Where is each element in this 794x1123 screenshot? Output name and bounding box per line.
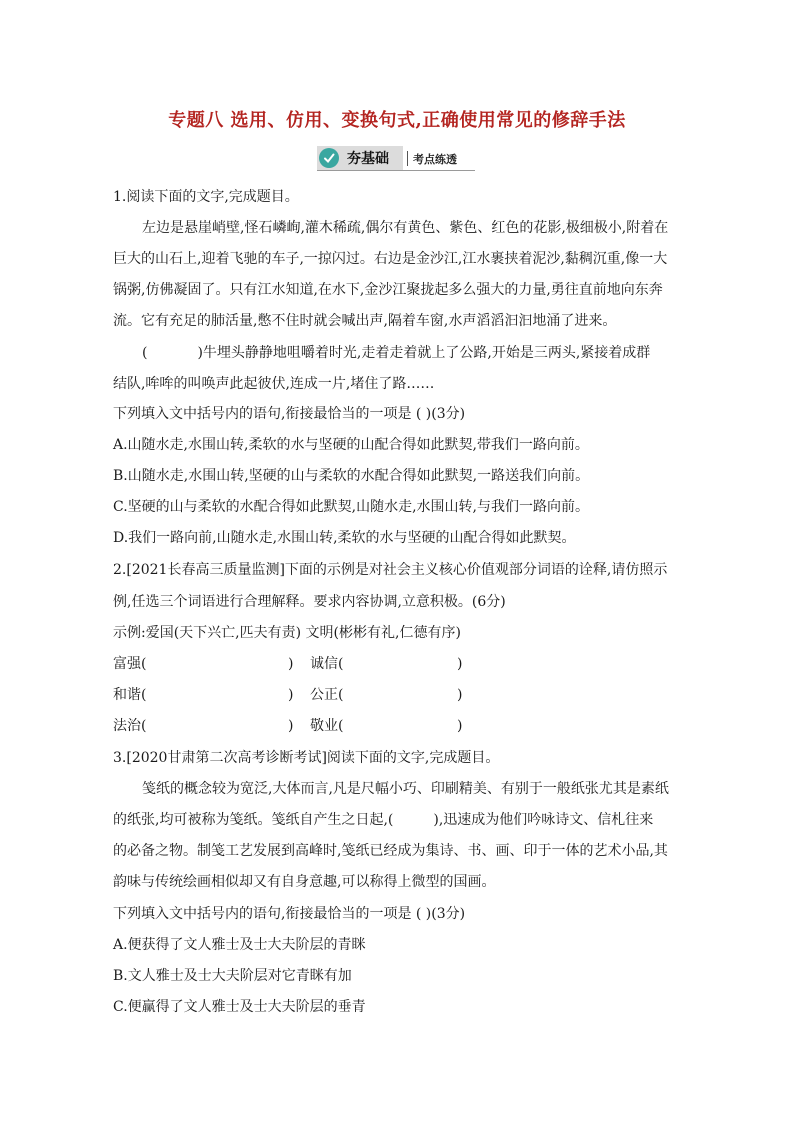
q2-word-left: 法治( [113, 718, 147, 734]
q3-passage-line: 笺纸的概念较为宽泛,大体而言,凡是尺幅小巧、印刷精美、有别于一般纸张尤其是素纸 [142, 781, 669, 797]
q3-passage-line: 的必备之物。制笺工艺发展到高峰时,笺纸已经成为集诗、书、画、印于一体的艺术小品,其 [113, 843, 668, 859]
q3-fill-text: ),迅速成为他们吟咏诗文、信札往来 [433, 812, 654, 828]
q1-passage-line: 结队,哞哞的叫唤声此起彼伏,连成一片,堵住了路…… [113, 376, 435, 392]
q2-word-right: 敬业( [310, 718, 344, 734]
q2-close-paren: ) [457, 656, 463, 672]
badge-main-label: 夯基础 [347, 151, 389, 167]
q1-fill-text: )牛埋头静静地咀嚼着时光,走着走着就上了公路,开始是三两头,紧接着成群 [197, 345, 651, 361]
q2-word-left: 和谐( [113, 687, 147, 703]
check-leaf-icon [319, 148, 339, 168]
q1-passage-line: 巨大的山石上,迎着飞驰的车子,一掠闪过。右边是金沙江,江水裹挟着泥沙,黏稠沉重,像一大 [113, 251, 668, 267]
q1-passage-line: 左边是悬崖峭壁,怪石嶙峋,灌木稀疏,偶尔有黄色、紫色、红色的花影,极细极小,附着在 [142, 220, 669, 236]
q2-word-left: 富强( [113, 656, 147, 672]
q2-word-right: 诚信( [310, 656, 344, 672]
q2-close-paren: ) [288, 687, 294, 703]
q1-open-paren: ( [142, 345, 148, 361]
q3-option-c[interactable]: C.便赢得了文人雅士及士大夫阶层的垂青 [113, 999, 366, 1015]
q2-close-paren: ) [457, 687, 463, 703]
q1-option-a[interactable]: A.山随水走,水围山转,柔软的水与坚硬的山配合得如此默契,带我们一路向前。 [113, 437, 589, 453]
q3-fill-text: 的纸张,均可被称为笺纸。笺纸自产生之日起,( [113, 812, 394, 828]
q3-stem: 3.[2020甘肃第二次高考诊断考试]阅读下面的文字,完成题目。 [113, 750, 500, 766]
q1-option-b[interactable]: B.山随水走,水围山转,坚硬的山与柔软的水配合得如此默契,一路送我们向前。 [113, 468, 590, 484]
q3-fill-line [113, 811, 653, 829]
badge-divider [407, 151, 408, 166]
q1-option-c[interactable]: C.坚硬的山与柔软的水配合得如此默契,山随水走,水围山转,与我们一路向前。 [113, 499, 590, 515]
page-title: 专题八 选用、仿用、变换句式,正确使用常见的修辞手法 [168, 110, 626, 131]
q3-option-b[interactable]: B.文人雅士及士大夫阶层对它青眯有加 [113, 968, 352, 984]
q1-question: 下列填入文中括号内的语句,衔接最恰当的一项是 ( )(3分) [113, 406, 466, 422]
q2-stem-cont: 例,任选三个词语进行合理解释。要求内容协调,立意积极。(6分) [113, 594, 506, 610]
section-badge [317, 146, 475, 171]
q3-question: 下列填入文中括号内的语句,衔接最恰当的一项是 ( )(3分) [113, 906, 466, 922]
q2-close-paren: ) [457, 718, 463, 734]
q1-passage-line: 锅粥,仿佛凝固了。只有江水知道,在水下,金沙江聚拢起多么强大的力量,勇往直前地向东奔 [113, 282, 663, 298]
q2-close-paren: ) [288, 656, 294, 672]
q2-word-right: 公正( [310, 687, 344, 703]
q1-stem: 1.阅读下面的文字,完成题目。 [113, 189, 299, 205]
q1-option-d[interactable]: D.我们一路向前,山随水走,水围山转,柔软的水与坚硬的山配合得如此默契。 [113, 530, 576, 546]
q2-close-paren: ) [288, 718, 294, 734]
q2-example: 示例:爱国(天下兴亡,匹夫有责) 文明(彬彬有礼,仁德有序) [113, 625, 461, 641]
q1-passage-line: 流。它有充足的肺活量,憋不住时就会喊出声,隔着车窗,水声滔滔汩汩地涌了进来。 [113, 313, 617, 329]
q3-passage-line: 韵味与传统绘画相似却又有自身意趣,可以称得上微型的国画。 [113, 874, 496, 890]
q1-fill-line [142, 344, 650, 362]
q2-stem: 2.[2021长春高三质量监测]下面的示例是对社会主义核心价值观部分词语的诠释,请仿照示 [113, 562, 668, 578]
badge-sub-label: 考点练透 [413, 153, 457, 166]
q3-option-a[interactable]: A.便获得了文人雅士及士大夫阶层的青眯 [113, 937, 366, 953]
